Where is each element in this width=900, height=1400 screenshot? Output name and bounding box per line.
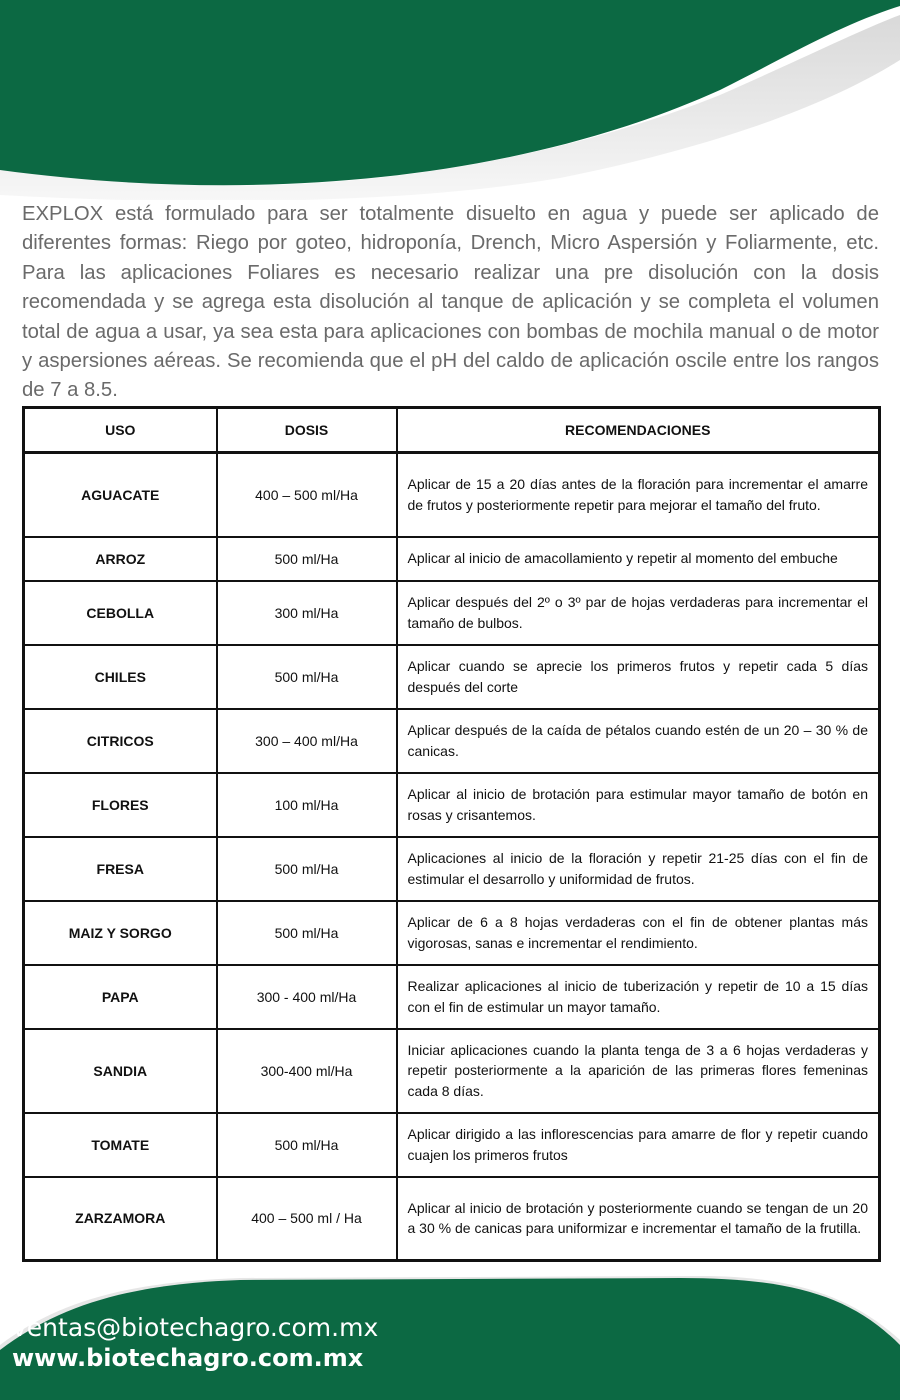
recommendation: Aplicar al inicio de amacollamiento y repetir al momento del embuche: [397, 537, 880, 581]
table-row: [24, 537, 880, 581]
dose-value: 300 - 400 ml/Ha: [217, 965, 397, 1029]
crop-name: AGUACATE: [24, 453, 217, 537]
crop-name: SANDIA: [24, 1029, 217, 1113]
crop-name: TOMATE: [24, 1113, 217, 1177]
table-row: [24, 645, 880, 709]
header-uso: USO: [24, 408, 217, 453]
table-row: [24, 901, 880, 965]
dose-value: 300 ml/Ha: [217, 581, 397, 645]
table-row: [24, 1029, 880, 1113]
table-row: [24, 1177, 880, 1261]
recommendation: Aplicar al inicio de brotación para estimular mayor tamaño de botón en rosas y crisantemos.: [397, 773, 880, 837]
header-wave: [0, 0, 900, 200]
contact-email[interactable]: ventas@biotechagro.com.mx: [12, 1313, 379, 1342]
recommendation: Aplicar después del 2º o 3º par de hojas verdaderas para incrementar el tamaño de bulbos.: [397, 581, 880, 645]
dose-value: 500 ml/Ha: [217, 837, 397, 901]
crop-name: CEBOLLA: [24, 581, 217, 645]
crop-name: PAPA: [24, 965, 217, 1029]
dose-value: 100 ml/Ha: [217, 773, 397, 837]
crop-name: ZARZAMORA: [24, 1177, 217, 1261]
table-row: [24, 709, 880, 773]
crop-name: ARROZ: [24, 537, 217, 581]
recommendation: Realizar aplicaciones al inicio de tuberización y repetir de 10 a 15 días con el fin de estimular un mayor tamaño.: [397, 965, 880, 1029]
table-row: [24, 581, 880, 645]
crop-name: CHILES: [24, 645, 217, 709]
dose-value: 300-400 ml/Ha: [217, 1029, 397, 1113]
dose-value: 500 ml/Ha: [217, 645, 397, 709]
dose-value: 500 ml/Ha: [217, 901, 397, 965]
header-recomendaciones: RECOMENDACIONES: [397, 408, 880, 453]
crop-name: FLORES: [24, 773, 217, 837]
recommendation: Aplicar de 15 a 20 días antes de la floración para incrementar el amarre de frutos y posteriormente repetir para mejorar el tamaño del fruto.: [397, 453, 880, 537]
dose-value: 500 ml/Ha: [217, 1113, 397, 1177]
table-row: [24, 837, 880, 901]
table-row: [24, 1113, 880, 1177]
website-link[interactable]: www.biotechagro.com.mx: [12, 1344, 364, 1372]
intro-paragraph: EXPLOX está formulado para ser totalmente disuelto en agua y puede ser aplicado de diferentes formas: Riego por goteo, hidroponía, Drench, Micro Aspersión y Foliarmente, etc. Para las aplicaciones Foliares es necesario realizar una pre disolución con la dosis recomendada y se agrega esta disolución al tanque de aplicación y se completa el volumen total de agua a usar, ya sea esta para aplicaciones con bombas de mochila manual o de motor y aspersiones aéreas. Se recomienda que el pH del caldo de aplicación oscile entre los rangos de 7 a 8.5.: [22, 203, 879, 402]
recommendation: Aplicar de 6 a 8 hojas verdaderas con el fin de obtener plantas más vigorosas, sanas e incrementar el rendimiento.: [397, 901, 880, 965]
dose-value: 400 – 500 ml / Ha: [217, 1177, 397, 1261]
table-row: [24, 453, 880, 537]
table-header-row: [24, 408, 880, 453]
recommendation: Aplicar al inicio de brotación y posteriormente cuando se tengan de un 20 a 30 % de canicas para uniformizar e incrementar el tamaño de la frutilla.: [397, 1177, 880, 1261]
recommendation: Aplicaciones al inicio de la floración y repetir 21-25 días con el fin de estimular el desarrollo y uniformidad de frutos.: [397, 837, 880, 901]
crop-name: CITRICOS: [24, 709, 217, 773]
header-dosis: DOSIS: [217, 408, 397, 453]
recommendation: Iniciar aplicaciones cuando la planta tenga de 3 a 6 hojas verdaderas y repetir posteriormente a la aparición de las primeras flores femeninas cada 8 días.: [397, 1029, 880, 1113]
recommendation: Aplicar después de la caída de pétalos cuando estén de un 20 – 30 % de canicas.: [397, 709, 880, 773]
recommendation: Aplicar dirigido a las inflorescencias para amarre de flor y repetir cuando cuajen los primeros frutos: [397, 1113, 880, 1177]
table-row: [24, 773, 880, 837]
dose-value: 400 – 500 ml/Ha: [217, 453, 397, 537]
crop-name: MAIZ Y SORGO: [24, 901, 217, 965]
recommendation: Aplicar cuando se aprecie los primeros frutos y repetir cada 5 días después del corte: [397, 645, 880, 709]
crop-name: FRESA: [24, 837, 217, 901]
dose-value: 500 ml/Ha: [217, 537, 397, 581]
table-row: [24, 965, 880, 1029]
dosage-table: [22, 406, 881, 1262]
dose-value: 300 – 400 ml/Ha: [217, 709, 397, 773]
